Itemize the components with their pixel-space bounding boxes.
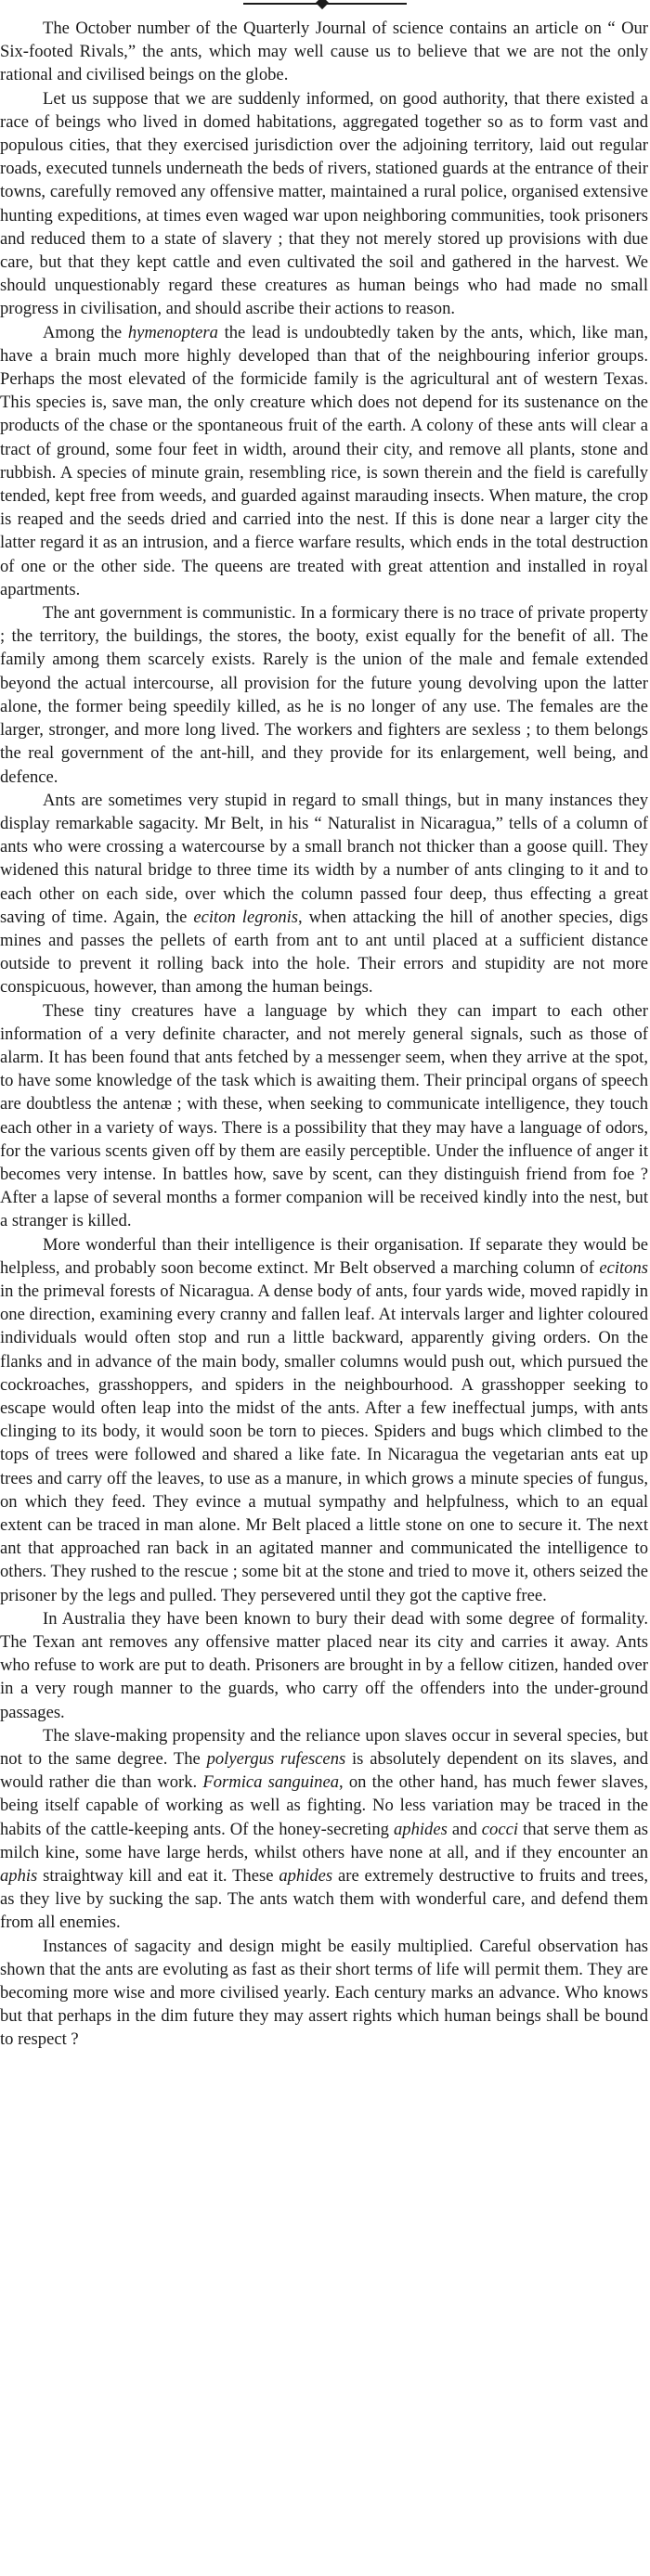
paragraph-4: The ant government is communistic. In a formicary there is no trace of private property ; the territory, the buildings, the stores, the booty, exist equally for the benefit of all. The family among them scarcely exists. Rarely is the union of the male and female extended beyond the actual intercourse, all provision for the future young devolving upon the latter alone, the former being speedily killed, as he is no longer of any use. The females are the larger, stronger, and more long lived. The workers and fighters are sexless ; to them belongs the real government of the ant-hill, and they provide for its enlargement, well being, and defence. [0,603,648,787]
paragraph-7: More wonderful than their intelligence is their organisation. If separate they would be helpless, and probably soon become extinct. Mr Belt observed a marching column of ecitons in the primeval forests of Nicaragua. A dense body of ants, four yards wide, moved rapidly in one direction, examining every cranny and fallen leaf. At intervals larger and lighter coloured individuals would often stop and run a little backward, apparently giving orders. On the flanks and in advance of the main body, smaller columns would push out, which pursued the cockroaches, grasshoppers, and spiders in the neighbourhood. A grasshopper seeking to escape would often leap into the midst of the ants. After a few ineffectual jumps, with ants clinging to its body, it would soon be torn to pieces. Spiders and bugs which climbed to the tops of trees were followed and shared a like fate. In Nicaragua the vegetarian ants eat up trees and carry off the leaves, to use as a manure, in which grows a minute species of fungus, on which they feed. They evince a mutual sympathy and helpfulness, which to an equal extent can be traced in man alone. Mr Belt placed a little stone on one to secure it. The next ant that approached ran back in an agitated manner and communicated the intelligence to others. They rushed to the rescue ; some bit at the stone and tried to move it, others seized the prisoner by the legs and pulled. They persevered until they got the captive free. [0,1234,648,1605]
italic-term: aphides [279,1866,333,1887]
italic-term: polyergus rufescens [206,1749,346,1770]
paragraph-8: In Australia they have been known to bury their dead with some degree of formality. The Texan ant removes any offensive matter placed near its city and carries it away. Ants who refuse to work are put to death. Prisoners are brought in by a fellow citizen, handed over in a very rough manner to the guards, who carry off the offenders into the under-ground passages. [0,1608,648,1722]
paragraph-2: Let us suppose that we are suddenly informed, on good authority, that there existed a race of beings who lived in domed habitations, aggregated together so as to form vast and populous cities, that they exercised jurisdiction over the adjoining territory, laid out regular roads, executed tunnels underneath the beds of rivers, stationed guards at the entrance of their towns, carefully removed any offensive matter, maintained a rural police, organised extensive hunting expeditions, at times even waged war upon neighboring communities, took prisoners and reduced them to a state of slavery ; that they not merely stored up provisions with due care, but that they kept cattle and even cultivated the soil and gathered in the harvest. We should unquestionably regard these creatures as human beings who had made no small progress in civilisation, and should ascribe their actions to reason. [0,88,648,319]
italic-term: ecitons [599,1257,648,1278]
italic-term: eciton legronis [193,907,299,927]
italic-term: hymenoptera [127,322,218,342]
paragraph-5: Ants are sometimes very stupid in regard to small things, but in many instances they display remarkable sagacity. Mr Belt, in his “ Naturalist in Nicaragua,” tells of a column of ants who were crossing a watercourse by a small branch not thicker than a goose quill. They widened this natural bridge to three time its width by a number of ants clinging to it and to each other on each side, over which the column passed four deep, thus effecting a great saving of time. Again, the eciton legronis, when attacking the hill of another species, digs mines and passes the pellets of earth from ant to ant until placed at a sufficient distance outside to prevent it rolling back into the hole. Their errors and stupidity are not more conspicuous, however, than among the human beings. [0,790,648,998]
paragraph-9: The slave-making propensity and the reliance upon slaves occur in several species, but not to the same degree. The polyergus rufescens is absolutely dependent on its slaves, and would rather die than work. Formica sanguinea, on the other hand, has much fewer slaves, being itself capable of working as well as fighting. No less variation may be traced in the habits of the cattle-keeping ants. Of the honey-secreting aphides and cocci that serve them as milch kine, some have large herds, whilst others have none at all, and if they encounter an aphis straightway kill and eat it. These aphides are extremely destructive to fruits and trees, as they live by sucking the sap. The ants watch them with wonderful care, and defend them from all enemies. [0,1725,649,1933]
ornamental-rule [243,0,407,7]
article-body [0,17,648,2052]
ornament-diamond-icon [316,0,329,9]
paragraph-3: Among the hymenoptera the lead is undoubtedly taken by the ants, which, like man, have a brain much more highly developed than that of the neighbouring inferior groups. Perhaps the most elevated of the formicide family is the agricultural ant of western Texas. This species is, save man, the only creature which does not depend for its sustenance on the products of the chase or the spontaneous fruit of the earth. A colony of these ants will clear a tract of ground, some four feet in width, around their city, and remove all plants, stone and rubbish. A species of minute grain, resembling rice, is sown therein and the field is carefully tended, kept free from weeds, and guarded against marauding insects. When mature, the crop is reaped and the seeds dried and carried into the nest. If this is done near a larger city the latter regard it as an intrusion, and a fierce warfare results, which ends in the total destruction of one or the other side. The queens are treated with great attention and installed in royal apartments. [0,322,649,599]
italic-term: aphis [0,1866,38,1887]
italic-term: cocci [481,1819,519,1839]
italic-term: aphides [394,1819,448,1839]
italic-term: Formica sanguinea [202,1772,340,1793]
paragraph-1: The October number of the Quarterly Journal of science contains an article on “ Our Six-footed Rivals,” the ants, which may well cause us to believe that we are not the only rational and civilised beings on the globe. [0,19,648,85]
paragraph-6: These tiny creatures have a language by which they can impart to each other information of a very definite character, and not merely general signals, such as those of alarm. It has been found that ants fetched by a messenger seem, when they arrive at the spot, to have some knowledge of the task which is awaiting them. Their principal organs of speech are doubtless the antenæ ; with these, when seeking to communicate intelligence, they touch each other in a variety of ways. There is a possibility that they may have a language of odors, for the various scents given off by them are easily perceptible. Under the influence of anger it becomes very intense. In battles how, save by scent, can they distinguish friend from foe ? After a lapse of several months a former companion will be received kindly into the nest, but a stranger is killed. [0,1000,648,1231]
paragraph-10: Instances of sagacity and design might be easily multiplied. Careful observation has shown that the ants are evoluting as fast as their short terms of life will permit them. They are becoming more wise and more civilised yearly. Each century marks an advance. Who knows but that perhaps in the dim future they may assert rights which human beings shall be bound to respect ? [0,1936,648,2050]
